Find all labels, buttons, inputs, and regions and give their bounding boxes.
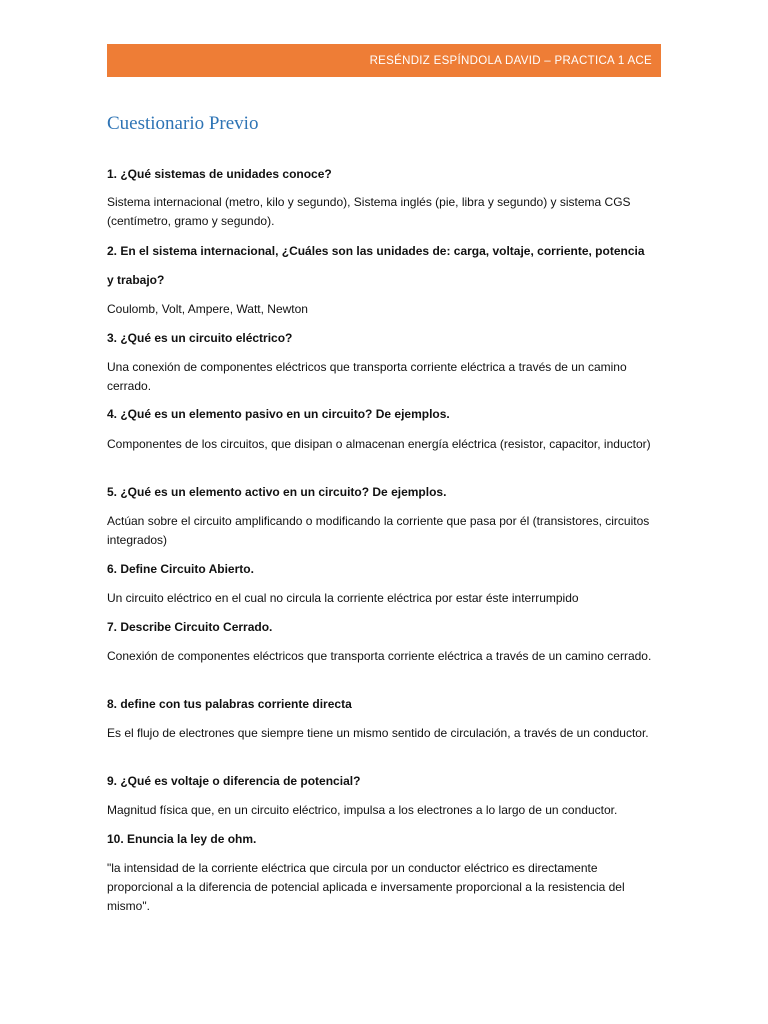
document-title: Cuestionario Previo [107,113,259,134]
answer-10: "la intensidad de la corriente eléctrica que circula por un conductor eléctrico es directamente proporcional a la diferencia de potencial aplicada e inversamente proporcional a la resistencia del mismo". [107,861,625,913]
question-9: 9. ¿Qué es voltaje o diferencia de potencial? [107,774,361,788]
answer-7: Conexión de componentes eléctricos que transporta corriente eléctrica a través de un camino cerrado. [107,649,652,663]
question-3: 3. ¿Qué es un circuito eléctrico? [107,331,293,345]
answer-2: Coulomb, Volt, Ampere, Watt, Newton [107,302,308,316]
answer-4: Componentes de los circuitos, que disipan o almacenan energía eléctrica (resistor, capacitor, inductor) [107,437,651,451]
question-10: 10. Enuncia la ley de ohm. [107,832,257,846]
answer-6: Un circuito eléctrico en el cual no circula la corriente eléctrica por estar éste interrumpido [107,591,579,605]
question-7: 7. Describe Circuito Cerrado. [107,620,273,634]
question-4: 4. ¿Qué es un elemento pasivo en un circuito? De ejemplos. [107,407,450,421]
question-1: 1. ¿Qué sistemas de unidades conoce? [107,167,332,181]
question-6: 6. Define Circuito Abierto. [107,562,254,576]
answer-3: Una conexión de componentes eléctricos que transporta corriente eléctrica a través de un camino cerrado. [107,360,627,393]
question-2: 2. En el sistema internacional, ¿Cuáles son las unidades de: carga, voltaje, corriente, potencia [107,244,645,258]
question-5: 5. ¿Qué es un elemento activo en un circuito? De ejemplos. [107,485,447,499]
question-8: 8. define con tus palabras corriente directa [107,697,352,711]
answer-9: Magnitud física que, en un circuito eléctrico, impulsa a los electrones a lo largo de un conductor. [107,803,618,817]
question-2-continued: y trabajo? [107,273,165,287]
answer-1: Sistema internacional (metro, kilo y segundo), Sistema inglés (pie, libra y segundo) y sistema CGS (centímetro, gramo y segundo). [107,195,631,228]
header-bar [107,44,661,77]
answer-8: Es el flujo de electrones que siempre tiene un mismo sentido de circulación, a través de un conductor. [107,726,649,740]
answer-5: Actúan sobre el circuito amplificando o modificando la corriente que pasa por él (transistores, circuitos integrados) [107,514,650,547]
header-text: RESÉNDIZ ESPÍNDOLA DAVID – PRACTICA 1 ACE [369,54,652,67]
